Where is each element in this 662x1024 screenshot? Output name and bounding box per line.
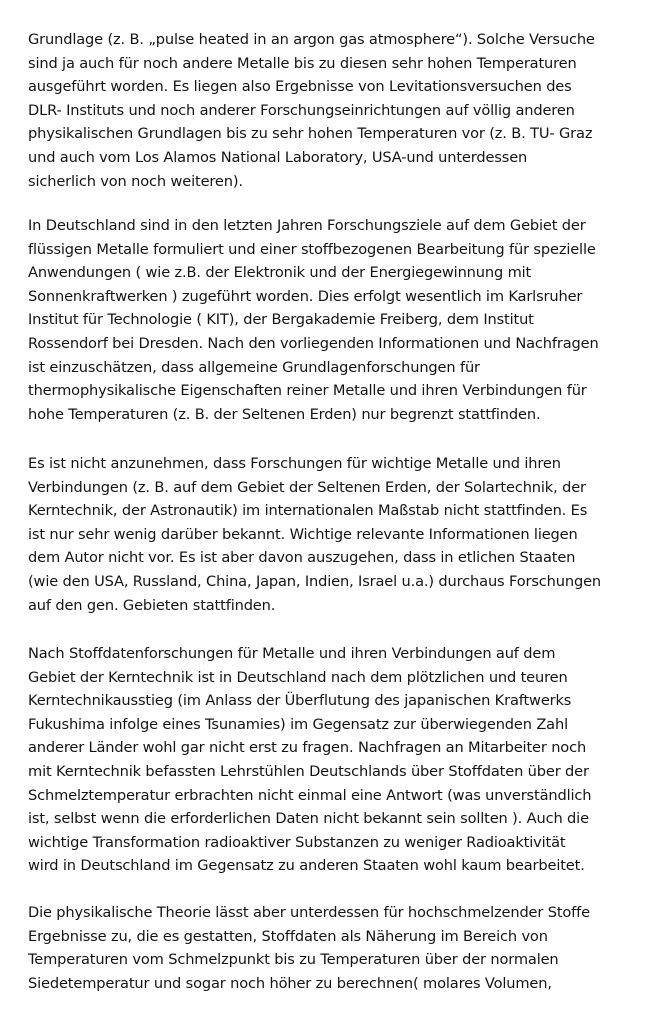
text-line: Sonnenkraftwerken ) zugeführt worden. Dies erfolgt wesentlich im Karlsruher bbox=[28, 287, 583, 305]
text-line: Verbindungen (z. B. auf dem Gebiet der Seltenen Erden, der Solartechnik, der bbox=[28, 478, 586, 496]
text-line: dem Autor nicht vor. Es ist aber davon auszugehen, dass in etlichen Staaten bbox=[28, 549, 576, 567]
text-line: physikalischen Grundlagen bis zu sehr hohen Temperaturen vor (z. B. TU- Graz bbox=[28, 125, 593, 143]
text-line: ist nur sehr wenig darüber bekannt. Wichtige relevante Informationen liegen bbox=[28, 525, 578, 543]
paragraph-4 bbox=[28, 642, 658, 878]
text-line: Institut für Technologie ( KIT), der Bergakademie Freiberg, dem Institut bbox=[28, 311, 534, 329]
text-line: Fukushima infolge eines Tsunamies) im Gegensatz zur überwiegenden Zahl bbox=[28, 715, 568, 733]
paragraph-1 bbox=[28, 28, 658, 193]
text-line: Gebiet der Kerntechnik ist in Deutschland nach dem plötzlichen und teuren bbox=[28, 668, 568, 686]
paragraph-5 bbox=[28, 901, 658, 995]
text-line: (wie den USA, Russland, China, Japan, Indien, Israel u.a.) durchaus Forschungen bbox=[28, 572, 602, 590]
text-line: Schmelztemperatur erbrachten nicht einmal eine Antwort (was unverständlich bbox=[28, 786, 592, 804]
text-line: thermophysikalische Eigenschaften reiner Metalle und ihren Verbindungen für bbox=[28, 382, 587, 400]
text-line: In Deutschland sind in den letzten Jahren Forschungsziele auf dem Gebiet der bbox=[28, 217, 586, 234]
text-line: auf den gen. Gebieten stattfinden. bbox=[28, 596, 276, 614]
text-line: Grundlage (z. B. „pulse heated in an argon gas atmosphere“). Solche Versuche bbox=[28, 31, 595, 48]
text-line: flüssigen Metalle formuliert und einer stoffbezogenen Bearbeitung für spezielle bbox=[28, 240, 596, 258]
text-line: Kerntechnik, der Astronautik) im internationalen Maßstab nicht stattfinden. Es bbox=[28, 502, 588, 520]
text-line: ist, selbst wenn die erforderlichen Daten nicht bekannt sein sollten ). Auch die bbox=[28, 810, 589, 828]
paragraph-2 bbox=[28, 214, 658, 426]
text-line: hohe Temperaturen (z. B. der Seltenen Erden) nur begrenzt stattfinden. bbox=[28, 405, 541, 423]
paragraph-3 bbox=[28, 452, 658, 617]
text-line: wird in Deutschland im Gegensatz zu anderen Staaten wohl kaum bearbeitet. bbox=[28, 857, 585, 875]
text-line: mit Kerntechnik befassten Lehrstühlen Deutschlands über Stoffdaten über der bbox=[28, 762, 589, 780]
text-line: Kerntechnikausstieg (im Anlass der Überflutung des japanischen Kraftwerks bbox=[28, 692, 572, 710]
text-line: anderer Länder wohl gar nicht erst zu fragen. Nachfragen an Mitarbeiter noch bbox=[28, 739, 587, 757]
text-line: Ergebnisse zu, die es gestatten, Stoffdaten als Näherung im Bereich von bbox=[28, 927, 548, 945]
text-line: Temperaturen vom Schmelzpunkt bis zu Temperaturen über der normalen bbox=[28, 951, 559, 969]
text-line: Siedetemperatur und sogar noch höher zu berechnen( molares Volumen, bbox=[28, 974, 552, 992]
text-line: ist einzuschätzen, dass allgemeine Grundlagenforschungen für bbox=[28, 358, 480, 376]
text-line: wichtige Transformation radioaktiver Substanzen zu weniger Radioaktivität bbox=[28, 833, 566, 851]
text-line: und auch vom Los Alamos National Laboratory, USA-und unterdessen bbox=[28, 148, 528, 166]
text-line: Rossendorf bei Dresden. Nach den vorliegenden Informationen und Nachfragen bbox=[28, 334, 599, 352]
text-line: sicherlich von noch weiteren). bbox=[28, 172, 243, 190]
text-line: sind ja auch für noch andere Metalle bis zu diesen sehr hohen Temperaturen bbox=[28, 54, 577, 72]
text-line: DLR- Instituts und noch anderer Forschungseinrichtungen auf völlig anderen bbox=[28, 101, 575, 119]
text-line: Es ist nicht anzunehmen, dass Forschungen für wichtige Metalle und ihren bbox=[28, 455, 561, 472]
text-line: Die physikalische Theorie lässt aber unterdessen für hochschmelzender Stoffe bbox=[28, 904, 590, 921]
text-line: Nach Stoffdatenforschungen für Metalle und ihren Verbindungen auf dem bbox=[28, 645, 556, 662]
text-line: Anwendungen ( wie z.B. der Elektronik und der Energiegewinnung mit bbox=[28, 264, 532, 282]
text-line: ausgeführt worden. Es liegen also Ergebnisse von Levitationsversuchen des bbox=[28, 78, 572, 96]
